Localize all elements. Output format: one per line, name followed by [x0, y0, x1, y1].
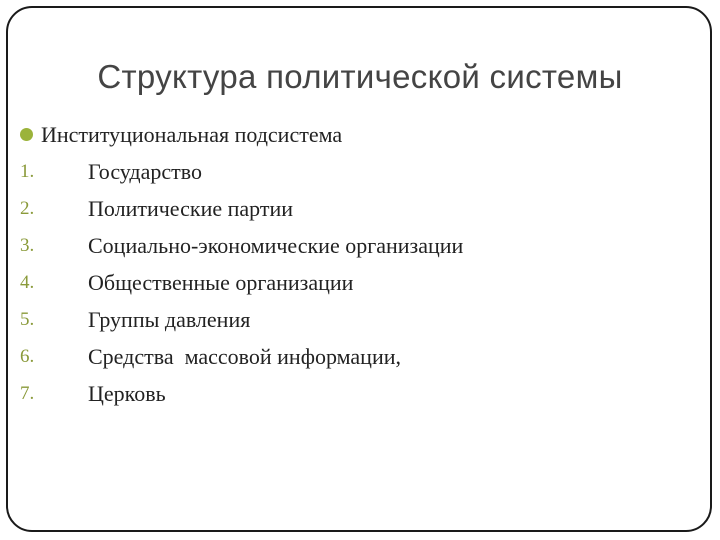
bullet-dot-icon: [20, 128, 33, 141]
page-title: Структура политической системы: [97, 58, 623, 95]
list-item: [20, 227, 700, 264]
list-item: [20, 375, 700, 412]
list-item-number: 3.: [20, 234, 35, 256]
list-item: [20, 301, 700, 338]
list-item-label: Группы давления: [88, 306, 251, 332]
list-item-label: Государство: [88, 158, 202, 184]
list-item-label: Социально-экономические организации: [88, 232, 464, 258]
list-item-number: 7.: [20, 382, 35, 404]
list-item: [20, 264, 700, 301]
slide-content: [20, 116, 700, 412]
list-item: [20, 190, 700, 227]
list-item-number: 1.: [20, 160, 35, 182]
list-item-label: Средства массовой информации,: [88, 343, 401, 369]
list-item-number: 6.: [20, 345, 35, 367]
list-item-label: Политические партии: [88, 195, 294, 221]
list-item: [20, 338, 700, 375]
list-item-number: 4.: [20, 271, 35, 293]
bullet-item-label: Институциональная подсистема: [41, 121, 343, 147]
list-item-label: Церковь: [88, 380, 166, 406]
list-item-number: 5.: [20, 308, 35, 330]
list-item-label: Общественные организации: [88, 269, 354, 295]
bullet-item: [20, 116, 700, 153]
list-item-number: 2.: [20, 197, 35, 219]
list-item: [20, 153, 700, 190]
